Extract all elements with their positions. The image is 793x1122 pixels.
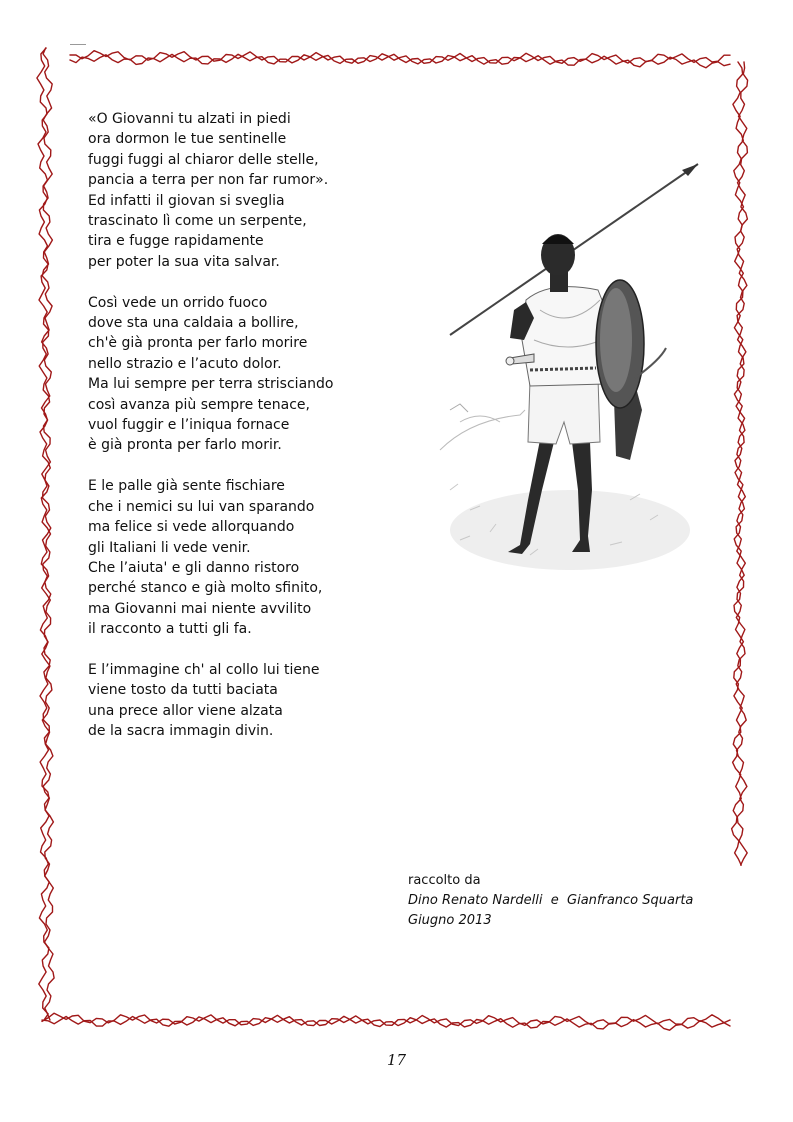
poem-line: per poter la sua vita salvar. (88, 253, 280, 270)
poem-line: il racconto a tutti gli fa. (88, 621, 252, 638)
poem-line: trascinato lì come un serpente, (88, 213, 307, 230)
poem-stanza-1 (88, 109, 408, 272)
poem-line: Ma lui sempre per terra strisciando (88, 376, 334, 393)
poem-line: tira e fugge rapidamente (88, 233, 264, 250)
page-number: 17 (386, 1051, 407, 1069)
poem-line: ora dormon le tue sentinelle (88, 131, 287, 148)
poem-line: Così vede un orrido fuoco (88, 294, 268, 311)
credit-label: raccolto da (408, 873, 481, 888)
poem-line: che i nemici su lui van sparando (88, 498, 315, 515)
poem-line: ch'è già pronta per farlo morire (88, 335, 308, 352)
poem-stanza-2 (88, 293, 408, 456)
poem-line: ma felice si vede allorquando (88, 519, 295, 536)
poem-line: E le palle già sente fischiare (88, 478, 285, 495)
poem-line: gli Italiani li vede venir. (88, 539, 251, 556)
poem-line: dove sta una caldaia a bollire, (88, 315, 299, 332)
poem-line: «O Giovanni tu alzati in piedi (88, 111, 291, 127)
poem-text (88, 109, 408, 762)
poem-stanza-4 (88, 660, 408, 742)
poem-line: perché stanco e già molto sfinito, (88, 580, 323, 597)
warrior-illustration (430, 160, 700, 570)
poem-line: pancia a terra per non far rumor». (88, 172, 329, 189)
poem-line: vuol fuggir e l’iniqua fornace (88, 417, 290, 434)
poem-line: una prece allor viene alzata (88, 702, 283, 719)
poem-line: nello strazio e l’acuto dolor. (88, 355, 282, 372)
credit-authors: Dino Renato Nardelli e Gianfranco Squarta (408, 893, 694, 908)
poem-line: viene tosto da tutti baciata (88, 682, 278, 699)
poem-line: Ed infatti il giovan si sveglia (88, 192, 285, 209)
poem-line: de la sacra immagin divin. (88, 723, 274, 740)
credit-date: Giugno 2013 (408, 913, 492, 928)
top-mark (70, 44, 86, 45)
poem-line: fuggi fuggi al chiaror delle stelle, (88, 151, 319, 168)
poem-stanza-3 (88, 476, 408, 639)
poem-line: è già pronta per farlo morir. (88, 437, 282, 454)
poem-line: così avanza più sempre tenace, (88, 396, 310, 413)
credit-block (408, 871, 693, 931)
poem-line: ma Giovanni mai niente avvilito (88, 600, 312, 617)
poem-line: Che l’aiuta' e gli danno ristoro (88, 559, 300, 576)
poem-line: E l’immagine ch' al collo lui tiene (88, 661, 320, 678)
